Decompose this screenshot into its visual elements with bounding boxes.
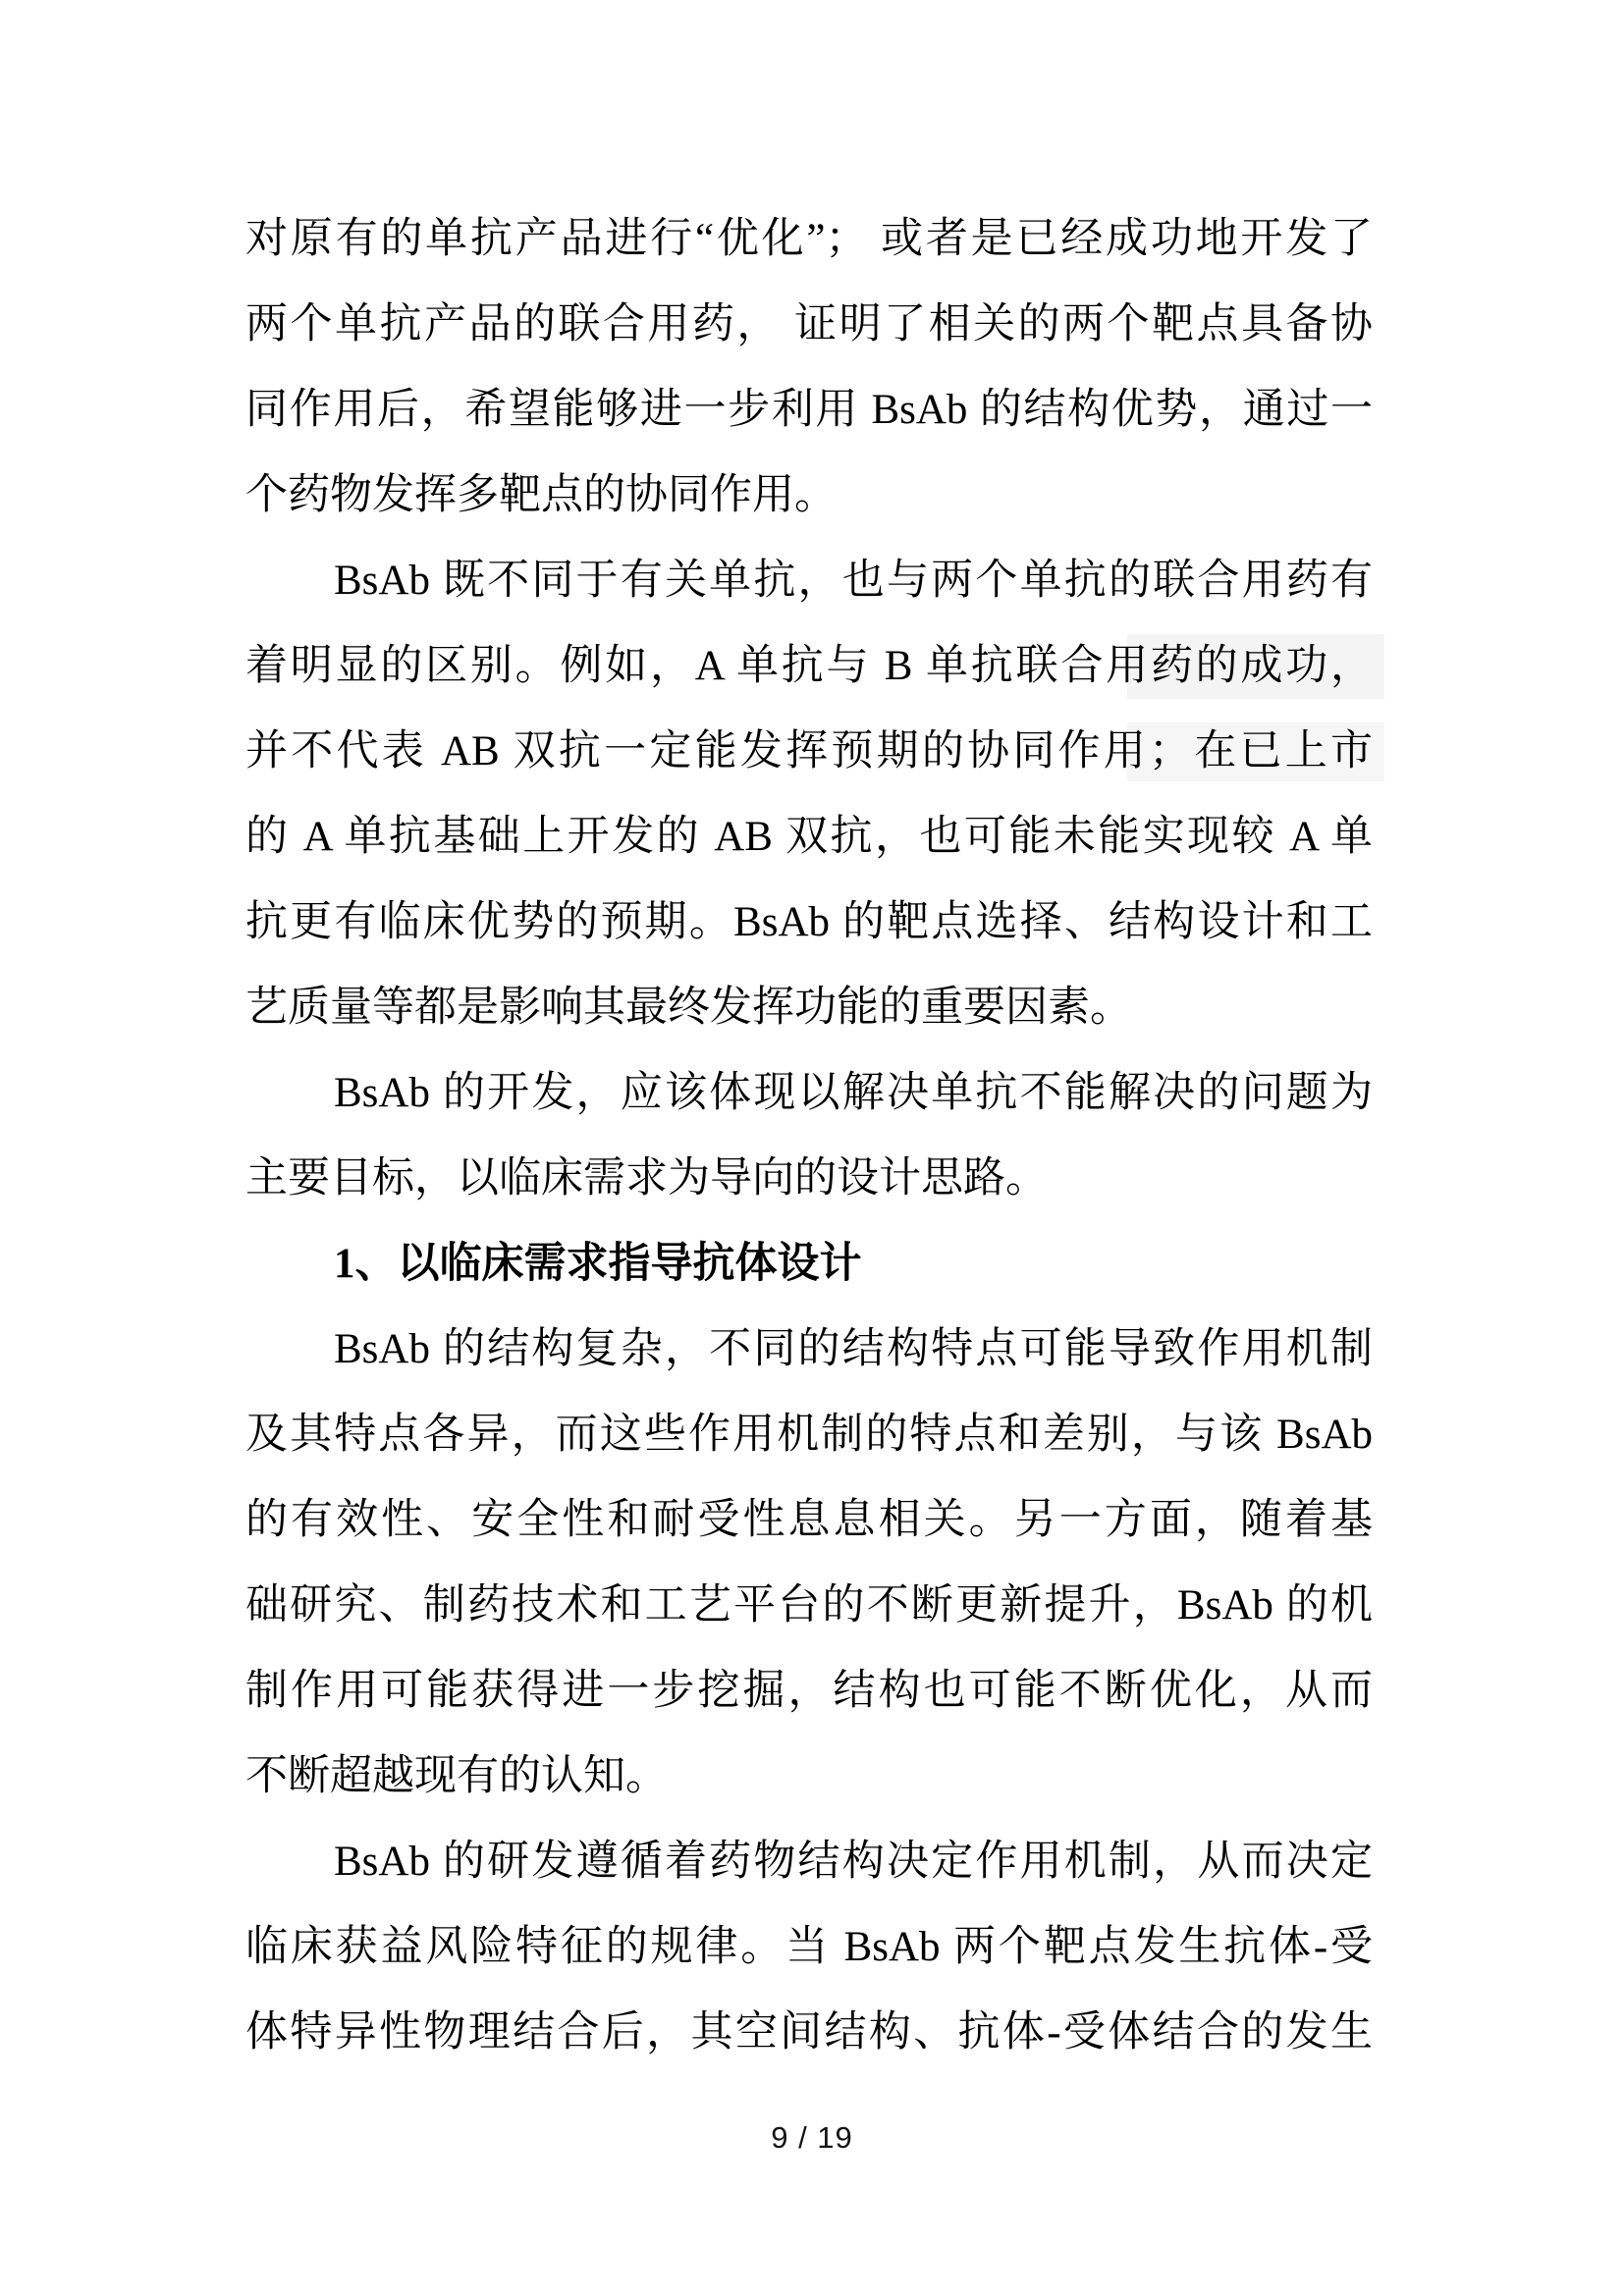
text-line: BsAb 既不同于有关单抗，也与两个单抗的联合用药有 [334,558,1373,604]
text-line: 同作用后，希望能够进一步利用 BsAb 的结构优势，通过一 [245,387,1373,433]
text-line: 础研究、制药技术和工艺平台的不断更新提升，BsAb 的机 [245,1582,1373,1629]
text-line: 并不代表 AB 双抗一定能发挥预期的协同作用；在已上市 [245,728,1373,774]
text-line: 体特异性物理结合后，其空间结构、抗体-受体结合的发生 [245,2009,1373,2056]
text-line: 个药物发挥多靶点的协同作用。 [245,472,837,518]
text-line: 抗更有临床优势的预期。BsAb 的靶点选择、结构设计和工 [245,899,1373,945]
text-line: BsAb 的研发遵循着药物结构决定作用机制，从而决定 [334,1839,1373,1885]
section-heading: 1、以临床需求指导抗体设计 [334,1241,862,1287]
text-line: 主要目标，以临床需求为导向的设计思路。 [245,1155,1048,1201]
text-line: 两个单抗产品的联合用药， 证明了相关的两个靶点具备协 [245,301,1373,347]
text-line: 制作用可能获得进一步挖掘，结构也可能不断优化，从而 [245,1668,1373,1714]
text-line: 的 A 单抗基础上开发的 AB 双抗，也可能未能实现较 A 单 [245,814,1373,860]
text-block [245,196,1373,2075]
text-line: 及其特点各异，而这些作用机制的特点和差别，与该 BsAb [245,1412,1373,1458]
text-line: 对原有的单抗产品进行“优化”； 或者是已经成功地开发了 [245,216,1373,262]
text-line: 临床获益风险特征的规律。当 BsAb 两个靶点发生抗体-受 [245,1924,1373,1970]
page-number: 9 / 19 [771,2120,853,2155]
text-line: 着明显的区别。例如，A 单抗与 B 单抗联合用药的成功， [245,643,1373,689]
text-line: 艺质量等都是影响其最终发挥功能的重要因素。 [245,985,1132,1031]
text-line: 不断超越现有的认知。 [245,1753,668,1799]
text-line: 的有效性、安全性和耐受性息息相关。另一方面，随着基 [245,1497,1373,1543]
text-line: BsAb 的结构复杂，不同的结构特点可能导致作用机制 [334,1326,1373,1372]
text-line: BsAb 的开发，应该体现以解决单抗不能解决的问题为 [334,1070,1373,1116]
